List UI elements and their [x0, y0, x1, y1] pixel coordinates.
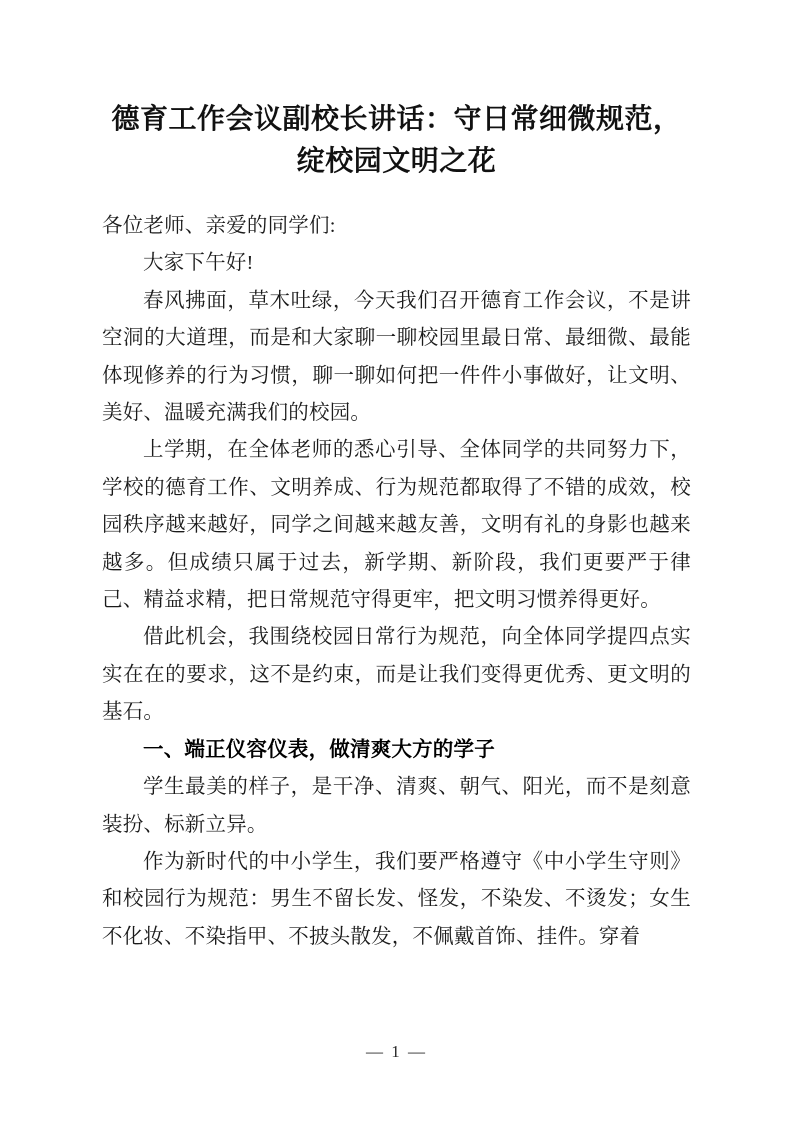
paragraph-transition: 借此机会，我围绕校园日常行为规范，向全体同学提四点实实在在的要求，这不是约束，而是让我们变得更优秀、更文明的基石。 [102, 626, 691, 724]
page-content [102, 0, 691, 956]
page-title: 德育工作会议副校长讲话：守日常细微规范，绽校园文明之花 [111, 103, 682, 176]
paragraph-greeting: 大家下午好! [143, 252, 254, 275]
paragraph-section-one-second: 作为新时代的中小学生，我们要严格遵守《中小学生守则》和校园行为规范：男生不留长发、怪发，不染发、不烫发；女生不化妆、不染指甲、不披头散发，不佩戴首饰、挂件。穿着 [102, 850, 691, 948]
document-body [102, 208, 691, 956]
paragraph-salutation: 各位老师、亲爱的同学们: [102, 215, 336, 237]
paragraph-opening: 春风拂面，草木吐绿，今天我们召开德育工作会议，不是讲空洞的大道理，而是和大家聊一聊校园里最日常、最细微、最能体现修养的行为习惯，聊一聊如何把一件件小事做好，让文明、美好、温暖充满我们的校园。 [102, 289, 691, 425]
page-number: — 1 — [366, 1042, 427, 1061]
paragraph-review: 上学期，在全体老师的悉心引导、全体同学的共同努力下，学校的德育工作、文明养成、行为规范都取得了不错的成效，校园秩序越来越好，同学之间越来越友善，文明有礼的身影也越来越多。但成绩只属于过去，新学期、新阶段，我们更要严于律己、精益求精，把日常规范守得更牢，把文明习惯养得更好。 [102, 439, 691, 612]
paragraph-section-one-first: 学生最美的样子，是干净、清爽、朝气、阳光，而不是刻意装扮、标新立异。 [102, 776, 691, 836]
section-heading-one: 一、端正仪容仪表，做清爽大方的学子 [143, 738, 495, 761]
